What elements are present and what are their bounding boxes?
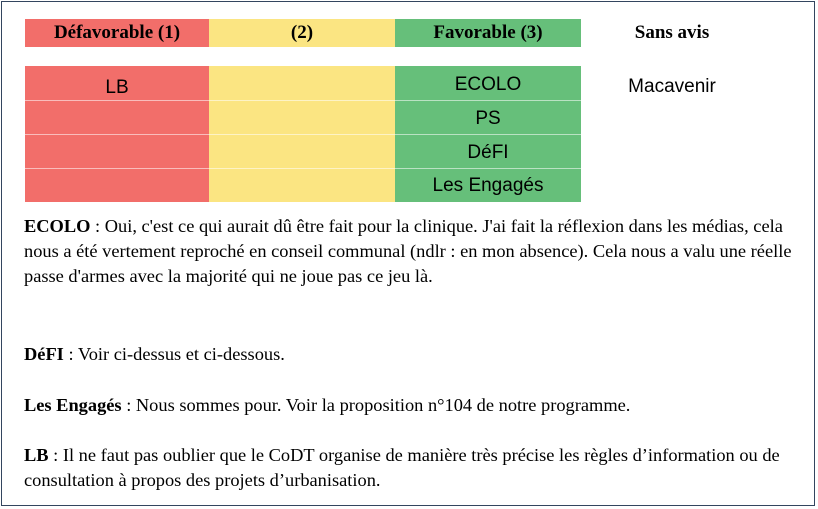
- header-neutral-label: (2): [290, 22, 314, 43]
- favorable-party: ECOLO: [454, 74, 522, 95]
- header-unfavorable-label: Défavorable (1): [53, 22, 181, 43]
- statement-party: Les Engagés: [24, 395, 122, 415]
- header-favorable: [395, 19, 581, 47]
- statement-party: DéFI: [24, 344, 64, 364]
- statement-lb: [24, 443, 794, 493]
- favorable-party: DéFI: [467, 142, 509, 163]
- statement-defi: [24, 342, 794, 367]
- favorable-party: Les Engagés: [432, 175, 544, 196]
- statement-party: ECOLO: [24, 216, 91, 236]
- unfavorable-party: LB: [105, 77, 129, 98]
- header-unfavorable: [25, 19, 209, 47]
- statement-text: : Il ne faut pas oublier que le CoDT organise de manière très précise les règles d’information ou de consultation à propos des projets d’urbanisation.: [24, 445, 780, 490]
- favorable-party: PS: [475, 108, 501, 129]
- header-favorable-label: Favorable (3): [433, 22, 543, 43]
- statement-les-engages: [24, 393, 794, 418]
- statement-party: LB: [24, 445, 49, 465]
- header-no-opinion-label: Sans avis: [634, 22, 710, 43]
- no-opinion-party: Macavenir: [628, 76, 716, 97]
- statement-text: : Voir ci-dessus et ci-dessous.: [63, 344, 285, 364]
- statement-text: : Oui, c'est ce qui aurait dû être fait pour la clinique. J'ai fait la réflexion dans les médias, cela nous a été vertement reproché en conseil communal (ndlr : en mon absence). Cela nous a valu une réelle passe d'armes avec la majorité qui ne joue pas ce jeu là.: [24, 216, 792, 286]
- statement-ecolo: [24, 214, 794, 289]
- header-neutral: [209, 19, 395, 47]
- statement-text: : Nous sommes pour. Voir la proposition n°104 de notre programme.: [121, 395, 631, 415]
- header-no-opinion: [581, 19, 763, 47]
